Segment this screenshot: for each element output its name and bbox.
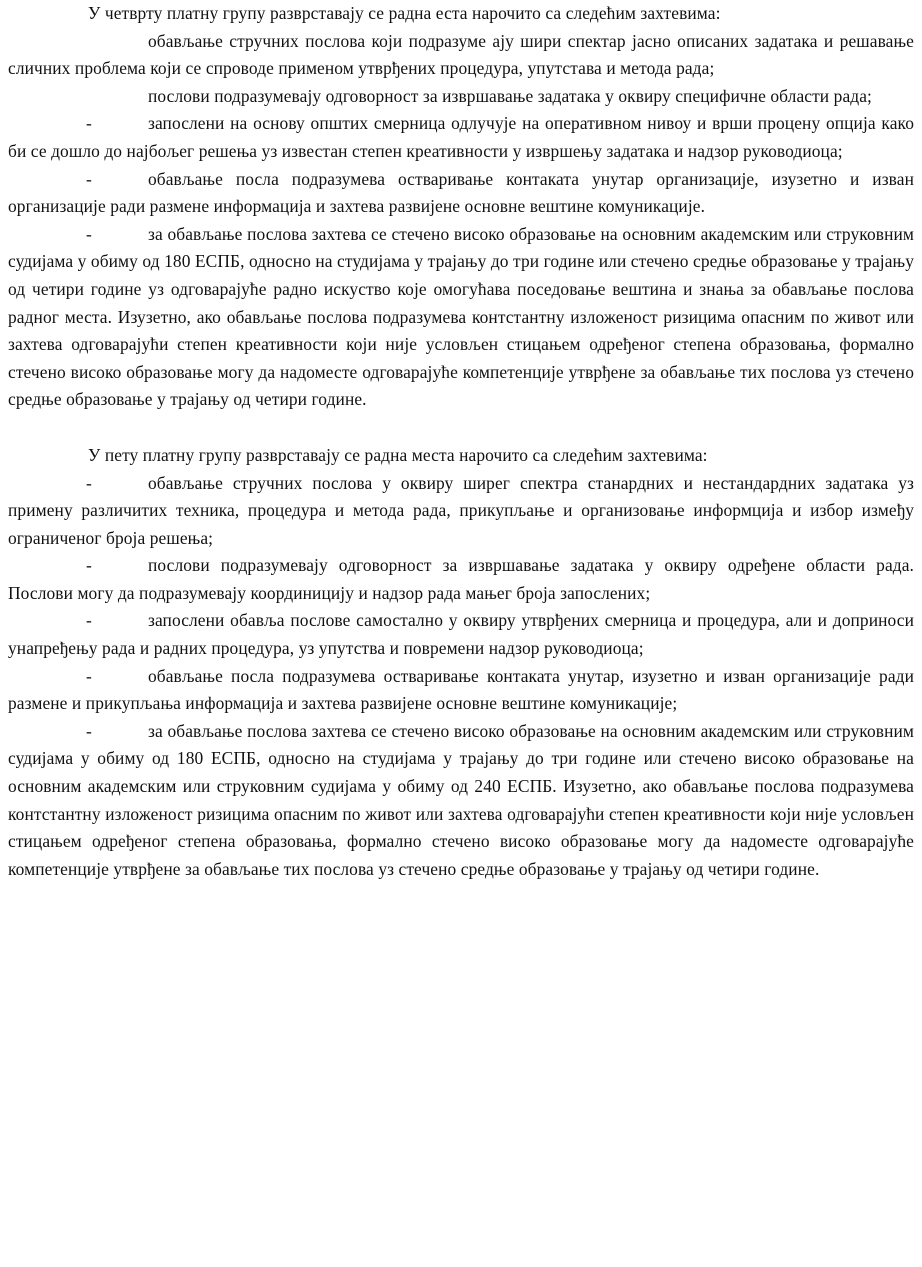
list-item-text: послови подразумевају одговорност за извршавање задатака у оквиру специфичне области рада; bbox=[148, 85, 872, 106]
list-item-text: за обављање послова захтева се стечено високо образовање на основним академским или струковним судијама у обиму од 180 ЕСПБ, односно на студијама у трајању до три године или стечено средње образовање у трајању од четири године уз одговарајуће радно искуство које омогућава поседовање вештина и знања за обављање послова радног места. Изузетно, ако обављање послова подразумева контстантну изложеност ризицима опасним по живот или захтева одговарајући степен креативности који није условљен стицањем одређеног степена образовања, формално стечено високо образовање могу да надоместе одговарајуће компетенције утврђене за обављање тих послова уз стечено средње образовање у трајању од четири године. bbox=[8, 223, 914, 410]
list-item-text: обављање стручних послова у оквиру ширег спектра станардних и нестандардних задатака уз примену различитих техника, процедура и метода рада, прикупљање и организовање информција и избор између ограниченог броја решења; bbox=[8, 472, 914, 548]
list-item bbox=[8, 663, 914, 718]
section-intro: У пету платну групу разврставају се радна места нарочито са следећим захтевима: bbox=[88, 444, 708, 465]
list-item-text: обављање посла подразумева остваривање контаката унутар организације, изузетно и изван организације ради размене информација и захтева развијене основне вештине комуникације. bbox=[8, 168, 914, 217]
list-item-text: запослени обавља послове самостално у оквиру утврђених смерница и процедура, али и доприноси унапређењу рада и радних процедура, уз упутства и повремени надзор руководиоца; bbox=[8, 610, 914, 659]
list-item bbox=[8, 470, 914, 553]
section-fourth-pay-group bbox=[8, 0, 914, 414]
list-dash: - bbox=[86, 168, 92, 189]
list-item-text: обављање посла подразумева остваривање контаката унутар, изузетно и изван организације ради размене и прикупљања информација и захтева развијене основне вештине комуникације; bbox=[8, 665, 914, 714]
list-item bbox=[8, 83, 914, 111]
section-intro: У четврту платну групу разврставају се радна еста нарочито са следећим захтевима: bbox=[88, 3, 721, 23]
list-dash: - bbox=[86, 113, 92, 134]
list-item bbox=[8, 110, 914, 165]
list-dash: - bbox=[86, 555, 92, 576]
list-dash: - bbox=[86, 472, 92, 493]
list-item bbox=[8, 166, 914, 221]
list-dash: - bbox=[86, 665, 92, 686]
list-dash: - bbox=[86, 610, 92, 631]
list-dash: - bbox=[86, 223, 92, 244]
section-fifth-pay-group bbox=[8, 442, 914, 884]
list-item bbox=[8, 718, 914, 884]
list-item-text: послови подразумевају одговорност за извршавање задатака у оквиру одређене области рада. Послови могу да подразумевају координицију и надзор рада мањег броја запослених; bbox=[8, 555, 914, 603]
list-item bbox=[8, 28, 914, 83]
list-item-text: обављање стручних послова који подразуме ају шири спектар јасно описаних задатака и решавање сличних проблема који се спроводе применом утврђених процедура, упутстава и метода рада; bbox=[8, 30, 914, 79]
list-dash: - bbox=[86, 720, 92, 741]
list-item bbox=[8, 552, 914, 607]
list-item-text: запослени на основу општих смерница одлучује на оперативном нивоу и врши процену опција како би се дошло до најбољег решења уз известан степен креативности у извршењу задатака и надзор руководиоца; bbox=[8, 113, 914, 161]
list-item bbox=[8, 607, 914, 662]
list-item-text: за обављање послова захтева се стечено високо образовање на основним академским или струковним судијама у обиму од 180 ЕСПБ, односно на студијама у трајању до три године или стечено високо образовање на основним академским или струковним судијама у обиму од 240 ЕСПБ. Изузетно, ако обављање послова подразумева контстантну изложеност ризицима опасним по живот или захтева одговарајући степен креативности који није условљен стицањем одређеног степена образовања, формално стечено високо образовање могу да надоместе одговарајуће компетенције утврђене за обављање тих послова уз стечено средње образовање у трајању од четири године. bbox=[8, 720, 914, 879]
list-item bbox=[8, 221, 914, 414]
